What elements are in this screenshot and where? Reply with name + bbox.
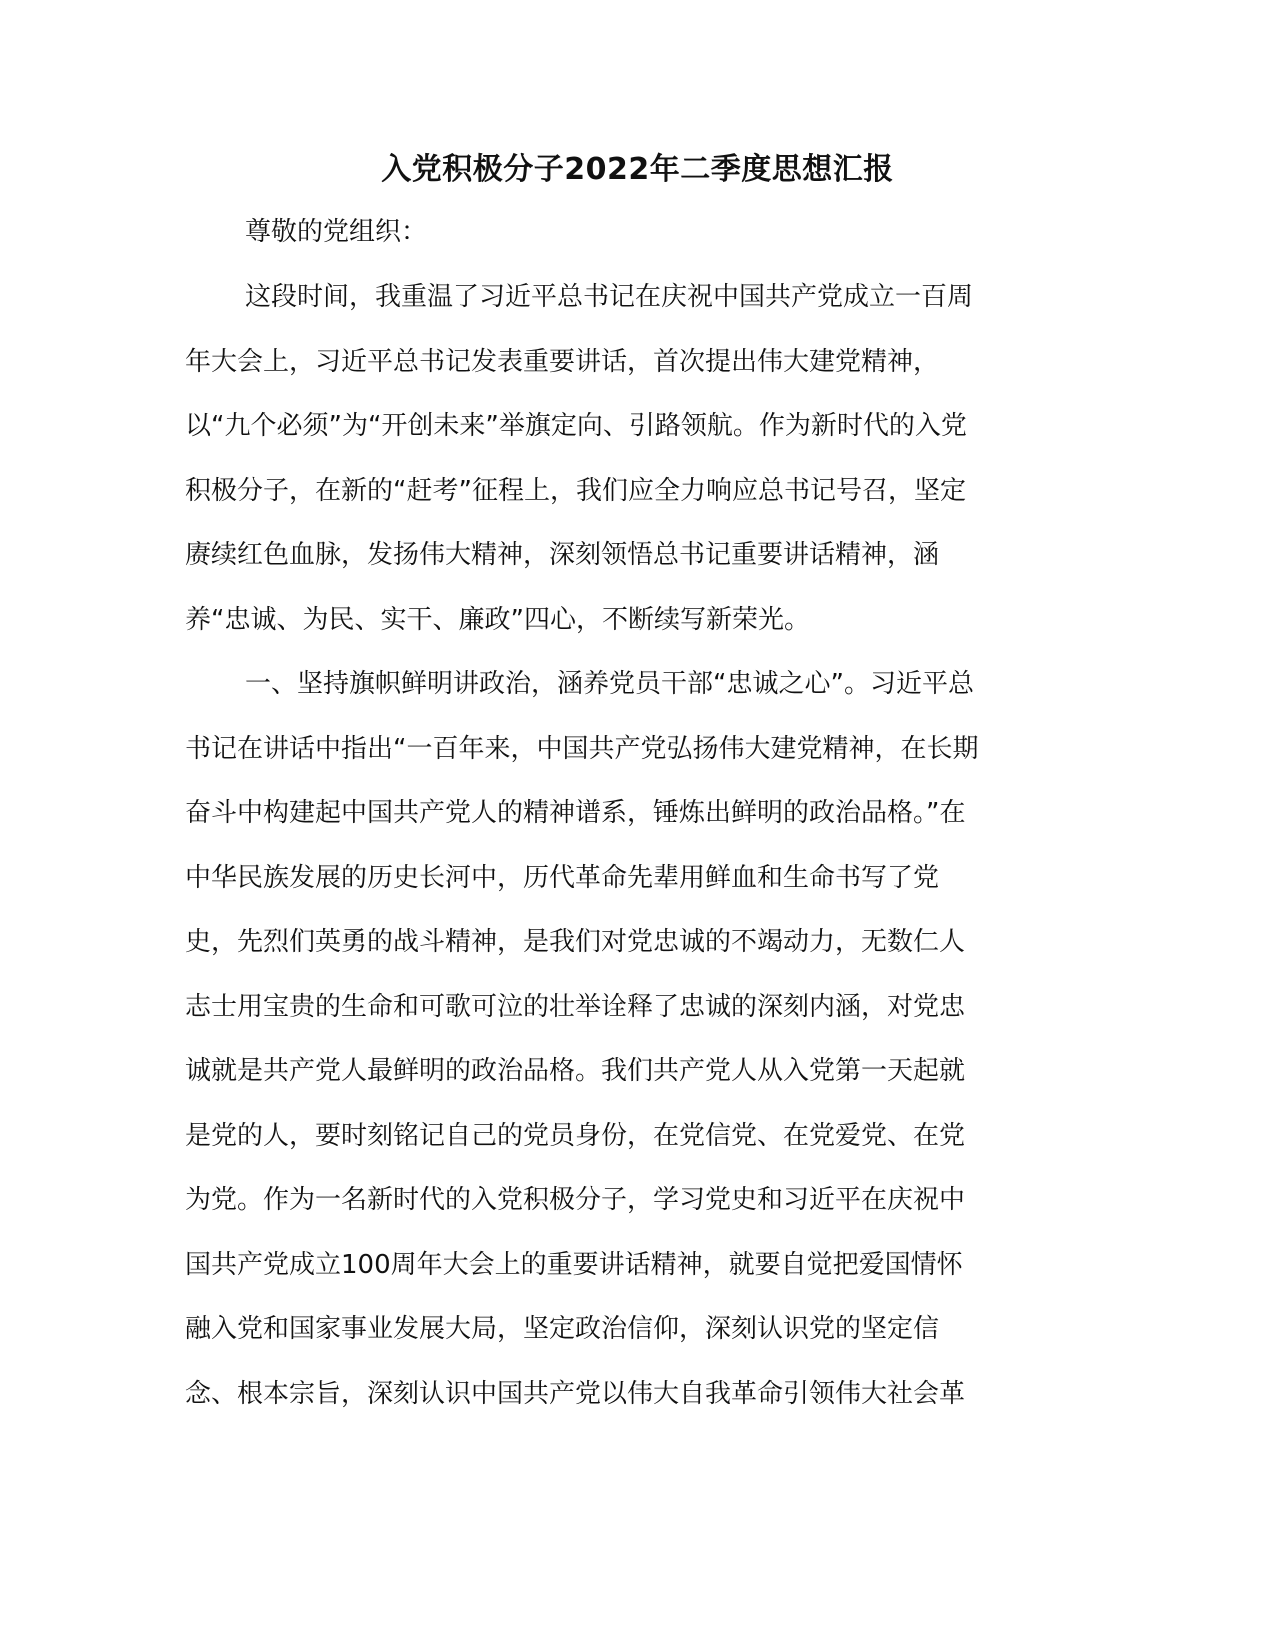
body-line: 养“忠诚、为民、实干、廉政”四心，不断续写新荣光。: [185, 605, 810, 635]
body-line: 诚就是共产党人最鲜明的政治品格。我们共产党人从入党第一天起就: [185, 1056, 966, 1086]
body-line: 以“九个必须”为“开创未来”举旗定向、引路领航。作为新时代的入党: [185, 411, 967, 441]
body-line: 中华民族发展的历史长河中，历代革命先辈用鲜血和生命书写了党: [185, 863, 940, 893]
body-line: 国共产党成立100周年大会上的重要讲话精神，就要自觉把爱国情怀: [185, 1250, 963, 1280]
body-line: 念、根本宗旨，深刻认识中国共产党以伟大自我革命引领伟大社会革: [185, 1379, 966, 1409]
body-line: 这段时间，我重温了习近平总书记在庆祝中国共产党成立一百周: [245, 282, 974, 312]
body-line: 赓续红色血脉，发扬伟大精神，深刻领悟总书记重要讲话精神，涵: [185, 540, 940, 570]
document-title: 入党积极分子2022年二季度思想汇报: [381, 152, 894, 187]
salutation: 尊敬的党组织：: [245, 217, 428, 247]
body-line: 志士用宝贵的生命和可歌可泣的壮举诠释了忠诚的深刻内涵，对党忠: [185, 992, 966, 1022]
body-line: 是党的人，要时刻铭记自己的党员身份，在党信党、在党爱党、在党: [185, 1121, 966, 1151]
body-line: 奋斗中构建起中国共产党人的精神谱系，锤炼出鲜明的政治品格。”在: [185, 798, 966, 828]
body-line: 一、坚持旗帜鲜明讲政治，涵养党员干部“忠诚之心”。习近平总: [245, 669, 974, 699]
body-line: 积极分子，在新的“赶考”征程上，我们应全力响应总书记号召，坚定: [185, 476, 966, 506]
body-line: 书记在讲话中指出“一百年来，中国共产党弘扬伟大建党精神，在长期: [185, 734, 979, 764]
body-line: 为党。作为一名新时代的入党积极分子，学习党史和习近平在庆祝中: [185, 1185, 966, 1215]
body-line: 史，先烈们英勇的战斗精神，是我们对党忠诚的不竭动力，无数仁人: [185, 927, 966, 957]
body-line: 年大会上，习近平总书记发表重要讲话，首次提出伟大建党精神，: [185, 347, 940, 377]
body-line: 融入党和国家事业发展大局，坚定政治信仰，深刻认识党的坚定信: [185, 1314, 940, 1344]
